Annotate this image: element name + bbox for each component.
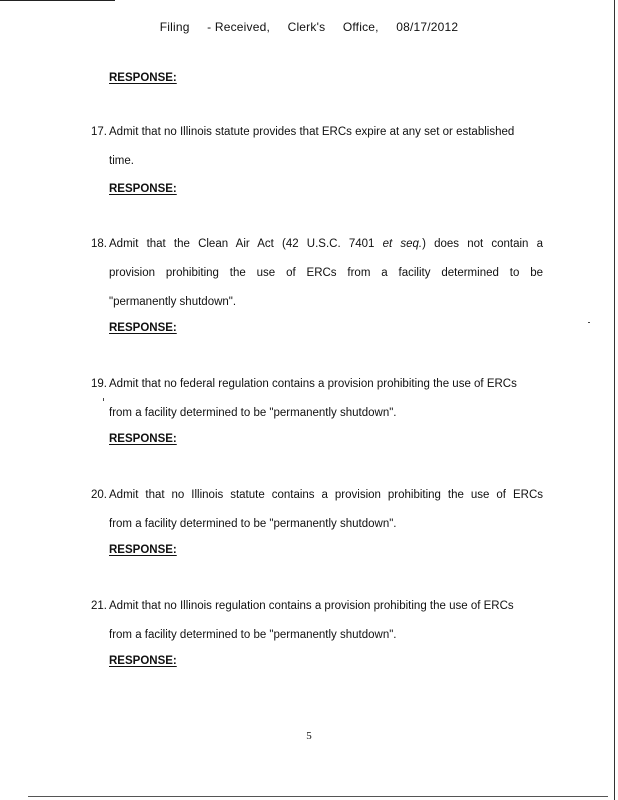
scan-speck	[588, 322, 590, 323]
response-label: RESPONSE:	[109, 433, 177, 445]
item-text: Admit that no Illinois regulation contains a provision prohibiting the use of ERCs	[109, 600, 514, 612]
item-text-italic: et seq.	[382, 238, 423, 250]
item-text: Admit that the Clean Air Act (42 U.S.C. 7401	[109, 238, 383, 250]
item-number: 19.	[91, 378, 107, 390]
header-office: Office,	[342, 20, 379, 34]
item-text: from a facility determined to be "permanently shutdown".	[109, 629, 397, 641]
response-label: RESPONSE:	[109, 183, 177, 195]
item-number: 21.	[91, 600, 107, 612]
scan-artifact-right-edge	[614, 0, 615, 800]
item-text: Admit that no Illinois statute contains a provision prohibiting the use of ERCs	[109, 489, 543, 501]
item-text: "permanently shutdown".	[109, 296, 237, 308]
response-label: RESPONSE:	[109, 72, 177, 84]
request-item-20	[91, 487, 543, 545]
scan-artifact-bottom	[28, 796, 608, 797]
page-number: 5	[306, 730, 312, 742]
response-label: RESPONSE:	[109, 544, 177, 556]
header-date: 08/17/2012	[396, 20, 459, 34]
item-text: time.	[109, 155, 134, 167]
header-filing: Filing	[159, 20, 190, 34]
header-received: - Received,	[207, 20, 271, 34]
scan-artifact-top	[0, 0, 115, 1]
item-number: 17.	[91, 126, 107, 138]
item-text: from a facility determined to be "permanently shutdown".	[109, 407, 397, 419]
filing-stamp-header	[0, 20, 618, 34]
request-item-18	[91, 236, 543, 323]
response-label: RESPONSE:	[109, 655, 177, 667]
item-text: Admit that no federal regulation contains a provision prohibiting the use of ERCs	[109, 378, 517, 390]
item-text: from a facility determined to be "permanently shutdown".	[109, 518, 397, 530]
request-item-21	[91, 598, 543, 656]
response-label: RESPONSE:	[109, 322, 177, 334]
item-text: Admit that no Illinois statute provides that ERCs expire at any set or established	[109, 126, 515, 138]
request-item-19	[91, 376, 543, 434]
header-clerk: Clerk's	[287, 20, 326, 34]
item-text: provision prohibiting the use of ERCs from a facility determined to be	[109, 267, 543, 279]
item-number: 20.	[91, 489, 107, 501]
item-number: 18.	[91, 238, 107, 250]
request-item-17	[91, 124, 543, 182]
item-text: ) does not contain a	[422, 238, 543, 250]
